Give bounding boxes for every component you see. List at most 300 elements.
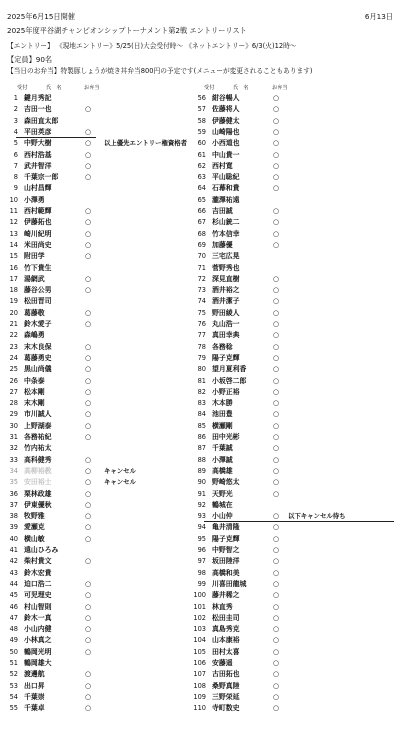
list-item (0, 432, 190, 443)
bento-mark: ○ (273, 433, 280, 441)
list-item (188, 579, 378, 590)
bento-mark: ○ (85, 387, 92, 396)
list-item (0, 308, 190, 319)
entrant-name: 西村浩基 (24, 150, 52, 159)
bento-mark: ○ (273, 150, 280, 159)
entrant-name: 末木剛 (24, 399, 45, 408)
entry-number: 10 (9, 195, 18, 204)
entrant-name: 小山内健 (24, 625, 52, 634)
entrant-name: 藤井稀之 (212, 591, 240, 600)
bento-mark: ○ (85, 274, 92, 283)
bento-mark: ○ (85, 670, 92, 679)
entry-number: 107 (193, 670, 206, 679)
bento-mark: ○ (273, 173, 280, 182)
bento-mark: ○ (273, 466, 280, 475)
entrant-name: 山本康裕 (212, 636, 240, 645)
bento-mark: ○ (273, 478, 280, 487)
entry-number: 29 (9, 410, 18, 419)
list-item (188, 545, 378, 556)
entry-number: 103 (193, 625, 206, 634)
list-item (0, 217, 190, 228)
entrant-name: 竹内祐太 (24, 444, 52, 453)
entry-number: 78 (197, 342, 206, 351)
entrant-name: 出口昇 (24, 681, 45, 690)
list-item (188, 398, 378, 409)
bento-mark: ○ (85, 455, 92, 464)
entrant-name: 横瀬剛 (212, 421, 233, 430)
entrant-name: 高科健秀 (24, 455, 52, 464)
list-item (0, 251, 190, 262)
entrant-name: 鈴木愛子 (24, 320, 52, 328)
list-item (188, 590, 378, 601)
list-item (188, 455, 378, 466)
entry-number: 55 (9, 704, 18, 713)
list-item (188, 703, 378, 714)
bento-mark: ○ (85, 704, 92, 713)
entry-number: 51 (9, 659, 18, 667)
entrant-name: 小西道也 (212, 139, 240, 148)
list-item (188, 534, 378, 545)
entry-number: 43 (9, 568, 18, 577)
list-item (188, 217, 378, 228)
entrant-name: 石幕和貴 (212, 184, 240, 193)
list-item (0, 150, 190, 161)
list-item (0, 443, 190, 454)
entrant-name: 渡邊航 (24, 670, 45, 679)
entry-number: 33 (9, 455, 18, 464)
col-number-header-right: 受付 (204, 85, 215, 91)
bento-mark: ○ (85, 150, 92, 159)
entry-number: 93 (197, 512, 206, 521)
entry-number: 24 (9, 353, 18, 362)
bento-mark: ○ (85, 127, 92, 136)
bento-mark: ○ (85, 636, 92, 645)
entrant-name: 千葉崇 (24, 692, 45, 701)
list-item (188, 635, 378, 646)
entry-number: 15 (9, 252, 18, 261)
list-item (188, 93, 378, 104)
bento-mark: ○ (273, 546, 280, 554)
entry-number: 42 (9, 557, 18, 566)
list-item (188, 296, 378, 307)
entry-number: 16 (9, 263, 18, 272)
entry-note: 以上優先エントリー権資格者 (104, 139, 188, 148)
list-item (188, 263, 378, 274)
entry-note: キャンセル (104, 478, 136, 487)
list-item (0, 681, 190, 692)
bento-mark: ○ (85, 647, 92, 656)
entrant-name: 三宅広晃 (212, 252, 240, 261)
bento-mark: ○ (273, 94, 280, 102)
entry-number: 28 (9, 399, 18, 408)
entry-number: 17 (9, 274, 18, 283)
bento-mark: ○ (85, 229, 92, 238)
entry-number: 74 (197, 297, 206, 306)
entrant-name: 天野光 (212, 489, 233, 498)
entry-number: 75 (197, 308, 206, 317)
bento-mark: ○ (85, 523, 92, 532)
entrant-name: 安田裕士 (24, 478, 52, 487)
bento-mark: ○ (273, 274, 280, 283)
bento-mark: ○ (273, 229, 280, 238)
list-item (0, 669, 190, 680)
list-item (0, 330, 190, 341)
entry-number: 88 (197, 455, 206, 464)
list-item (188, 568, 378, 579)
entry-number: 104 (193, 636, 206, 645)
bento-note: 【当日のお弁当】特製豚しょうが焼き丼弁当800円の予定です(メニューが変更されることもあります) (7, 67, 313, 75)
bento-mark: ○ (85, 591, 92, 600)
list-item (0, 274, 190, 285)
list-item (188, 432, 378, 443)
bento-mark: ○ (273, 557, 280, 566)
entry-number: 11 (9, 207, 18, 215)
entry-number: 94 (197, 523, 206, 532)
entrant-name: 伊藤拓也 (24, 218, 52, 227)
entrant-name: 竹下貴生 (24, 263, 52, 272)
entry-number: 12 (9, 218, 18, 227)
bento-mark: ○ (273, 184, 280, 193)
bento-mark: ○ (273, 353, 280, 362)
entrant-name: 酒井裕之 (212, 286, 240, 295)
entry-number: 65 (197, 195, 206, 204)
entrant-name: 鶴岡雄大 (24, 659, 52, 667)
list-item (0, 206, 190, 217)
entry-number: 73 (197, 286, 206, 295)
entry-number: 87 (197, 444, 206, 453)
entrant-name: 桑野真陸 (212, 681, 240, 690)
document-title: 2025年度平谷湖チャンピオンシップトーナメント第2戦 エントリーリスト (7, 26, 247, 35)
entry-number: 90 (197, 478, 206, 487)
entry-number: 108 (193, 681, 206, 690)
entry-number: 60 (197, 139, 206, 148)
entrant-name: 真島秀克 (212, 625, 240, 634)
entry-info: 【エントリー】 《現地エントリー》5/25(日)大会受付時～ 《ネットエントリー》6/3(火)12時～ (7, 42, 297, 50)
entrant-name: 高橋雄 (212, 466, 233, 475)
entry-number: 9 (13, 184, 18, 193)
entry-number: 48 (9, 625, 18, 634)
entrant-name: 栗林政雄 (24, 489, 52, 498)
bento-mark: ○ (85, 613, 92, 622)
entrant-name: 小澤勇 (24, 195, 45, 204)
bento-mark: ○ (85, 365, 92, 374)
bento-mark: ○ (273, 365, 280, 374)
entrant-name: 中野智之 (212, 546, 240, 554)
entrant-name: 松本剛 (24, 387, 45, 396)
divider-after-92 (204, 521, 394, 522)
entrant-name: 川喜田龍城 (212, 579, 247, 588)
list-item (0, 613, 190, 624)
divider-after-4 (16, 137, 96, 138)
entrant-name: 竹本信幸 (212, 229, 240, 238)
bento-mark: ○ (273, 105, 280, 114)
entrant-name: 遠山ひろみ (24, 546, 59, 554)
entry-number: 59 (197, 127, 206, 136)
entrant-name: 藤谷公男 (24, 286, 52, 295)
bento-mark: ○ (85, 240, 92, 249)
list-item (188, 150, 378, 161)
entry-number: 56 (197, 94, 206, 102)
entry-number: 35 (9, 478, 18, 487)
entry-number: 46 (9, 602, 18, 611)
entrant-name: 陽子克輝 (212, 534, 240, 543)
bento-mark: ○ (85, 105, 92, 114)
entrant-name: 千葉卓 (24, 704, 45, 713)
entry-number: 106 (193, 659, 206, 667)
entrant-name: 林直秀 (212, 602, 233, 611)
entrant-name: 田中光彬 (212, 433, 240, 441)
entrant-name: 平田英彦 (24, 127, 52, 136)
list-item (188, 500, 378, 511)
entrant-name: 各務稔 (212, 342, 233, 351)
entrant-name: 平山聡紀 (212, 173, 240, 182)
list-item (188, 285, 378, 296)
entrant-name: 鶴岡光明 (24, 647, 52, 656)
entry-number: 21 (9, 320, 18, 328)
entrant-name: 市川誠人 (24, 410, 52, 419)
list-item (188, 409, 378, 420)
entry-number: 13 (9, 229, 18, 238)
bento-mark: ○ (273, 523, 280, 532)
bento-mark: ○ (273, 455, 280, 464)
list-item (188, 624, 378, 635)
entrant-name: 中野大樹 (24, 139, 52, 148)
bento-mark: ○ (85, 512, 92, 521)
entry-number: 23 (9, 342, 18, 351)
entry-number: 91 (197, 489, 206, 498)
entrant-name: 山村昌輝 (24, 184, 52, 193)
list-item (0, 353, 190, 364)
entry-note: キャンセル (104, 466, 136, 475)
entry-number: 8 (13, 173, 18, 182)
entry-number: 45 (9, 591, 18, 600)
list-item (0, 624, 190, 635)
capacity: 【定員】90名 (7, 55, 53, 64)
entry-number: 31 (9, 433, 18, 441)
entrant-name: 深見直樹 (212, 274, 240, 283)
entry-number: 63 (197, 173, 206, 182)
entry-number: 53 (9, 681, 18, 690)
entry-number: 99 (197, 579, 206, 588)
bento-mark: ○ (85, 252, 92, 261)
list-item (0, 703, 190, 714)
entry-number: 61 (197, 150, 206, 159)
list-item (188, 364, 378, 375)
bento-mark: ○ (85, 410, 92, 419)
entry-number: 50 (9, 647, 18, 656)
list-item (0, 398, 190, 409)
list-item (0, 229, 190, 240)
entry-number: 71 (197, 263, 206, 272)
bento-mark: ○ (85, 681, 92, 690)
entry-number: 49 (9, 636, 18, 645)
bento-mark: ○ (85, 320, 92, 328)
entry-number: 98 (197, 568, 206, 577)
list-item (0, 590, 190, 601)
entry-number: 34 (9, 466, 18, 475)
bento-mark: ○ (85, 353, 92, 362)
bento-mark: ○ (85, 173, 92, 182)
entrant-name: 杉山銃二 (212, 218, 240, 227)
bento-mark: ○ (85, 139, 92, 148)
list-item (0, 319, 190, 330)
list-item (188, 240, 378, 251)
list-item (0, 364, 190, 375)
entry-number: 4 (13, 127, 18, 136)
entry-number: 38 (9, 512, 18, 521)
entrant-name: 田村太喜 (212, 647, 240, 656)
bento-mark: ○ (273, 286, 280, 295)
entry-number: 25 (9, 365, 18, 374)
bento-mark: ○ (273, 399, 280, 408)
entry-number: 67 (197, 218, 206, 227)
bento-mark: ○ (85, 433, 92, 441)
bento-mark: ○ (85, 308, 92, 317)
list-item (188, 104, 378, 115)
list-item (188, 342, 378, 353)
entrant-name: 柴村貴文 (24, 557, 52, 566)
entry-number: 84 (197, 410, 206, 419)
bento-mark: ○ (273, 659, 280, 667)
entry-number: 66 (197, 207, 206, 215)
bento-mark: ○ (273, 512, 280, 521)
entry-number: 47 (9, 613, 18, 622)
entry-number: 76 (197, 320, 206, 328)
bento-mark: ○ (273, 444, 280, 453)
bento-mark: ○ (273, 410, 280, 419)
entrant-name: 横山敏 (24, 534, 45, 543)
list-item (0, 285, 190, 296)
entry-number: 79 (197, 353, 206, 362)
entrant-name: 高柳裕教 (24, 466, 52, 475)
list-item (188, 183, 378, 194)
entrant-name: 伊藤健太 (212, 116, 240, 125)
entrant-name: 西村範輝 (24, 207, 52, 215)
bento-mark: ○ (85, 602, 92, 611)
bento-mark: ○ (273, 387, 280, 396)
entry-number: 68 (197, 229, 206, 238)
bento-mark: ○ (273, 297, 280, 306)
col-bento-header-right: お弁当 (272, 85, 288, 91)
list-item (188, 116, 378, 127)
entry-number: 20 (9, 308, 18, 317)
entry-number: 44 (9, 579, 18, 588)
list-item (0, 658, 190, 669)
entry-number: 100 (193, 591, 206, 600)
entry-number: 18 (9, 286, 18, 295)
entry-number: 19 (9, 297, 18, 306)
entrant-name: 吉田一也 (24, 105, 52, 114)
list-item (0, 568, 190, 579)
entry-number: 1 (13, 94, 18, 102)
list-item (0, 263, 190, 274)
list-item (188, 477, 378, 488)
entry-number: 110 (193, 704, 206, 713)
entrant-name: 葛藤勇史 (24, 353, 52, 362)
list-item (0, 161, 190, 172)
bento-mark: ○ (273, 116, 280, 125)
bento-mark: ○ (85, 207, 92, 215)
entrant-name: 木本勝 (212, 399, 233, 408)
list-item (188, 669, 378, 680)
entrant-name: 鶴城在 (212, 500, 233, 509)
bento-mark: ○ (273, 681, 280, 690)
list-item (188, 161, 378, 172)
list-item (0, 455, 190, 466)
entry-number: 64 (197, 184, 206, 193)
bento-mark: ○ (85, 218, 92, 227)
entrant-name: 千葉誠 (212, 444, 233, 453)
entrant-name: 望月夏利香 (212, 365, 247, 374)
entry-number: 40 (9, 534, 18, 543)
bento-mark: ○ (273, 636, 280, 645)
entrant-name: 葛藤敬 (24, 308, 45, 317)
bento-mark: ○ (273, 625, 280, 634)
list-item (0, 534, 190, 545)
list-item (0, 647, 190, 658)
list-date: 6月13日 (364, 12, 393, 21)
entrant-name: 古田拓也 (212, 670, 240, 679)
bento-mark: ○ (85, 489, 92, 498)
entry-number: 30 (9, 421, 18, 430)
list-item (188, 681, 378, 692)
list-item (0, 183, 190, 194)
entrant-name: 吉田誠 (212, 207, 233, 215)
list-item (0, 240, 190, 251)
entrant-name: 愛瀬克 (24, 523, 45, 532)
bento-mark: ○ (273, 534, 280, 543)
bento-mark: ○ (273, 602, 280, 611)
list-item (0, 387, 190, 398)
list-item (188, 330, 378, 341)
list-item (0, 342, 190, 353)
list-item (0, 579, 190, 590)
entrant-name: 黒山尚儀 (24, 365, 52, 374)
entry-number: 2 (13, 105, 18, 114)
list-item (188, 376, 378, 387)
entry-number: 39 (9, 523, 18, 532)
list-item (188, 251, 378, 262)
list-item (188, 692, 378, 703)
list-item (0, 477, 190, 488)
list-item (188, 206, 378, 217)
bento-mark: ○ (273, 240, 280, 249)
entry-number: 58 (197, 116, 206, 125)
entry-number: 102 (193, 613, 206, 622)
list-item (188, 421, 378, 432)
entrant-name: 小野正裕 (212, 387, 240, 396)
bento-mark: ○ (273, 320, 280, 328)
entry-number: 101 (193, 602, 206, 611)
entrant-name: 湯網武 (24, 274, 45, 283)
entrant-name: 西村寛 (212, 161, 233, 170)
list-item (0, 489, 190, 500)
bento-mark: ○ (85, 500, 92, 509)
list-item (188, 387, 378, 398)
list-item (188, 274, 378, 285)
list-item (188, 353, 378, 364)
entry-number: 89 (197, 466, 206, 475)
bento-mark: ○ (273, 421, 280, 430)
entrant-name: 千葉宗一郎 (24, 173, 59, 182)
bento-mark: ○ (85, 421, 92, 430)
bento-mark: ○ (85, 286, 92, 295)
list-item (188, 613, 378, 624)
list-item (188, 556, 378, 567)
list-item (0, 376, 190, 387)
entry-number: 32 (9, 444, 18, 453)
list-item (188, 443, 378, 454)
